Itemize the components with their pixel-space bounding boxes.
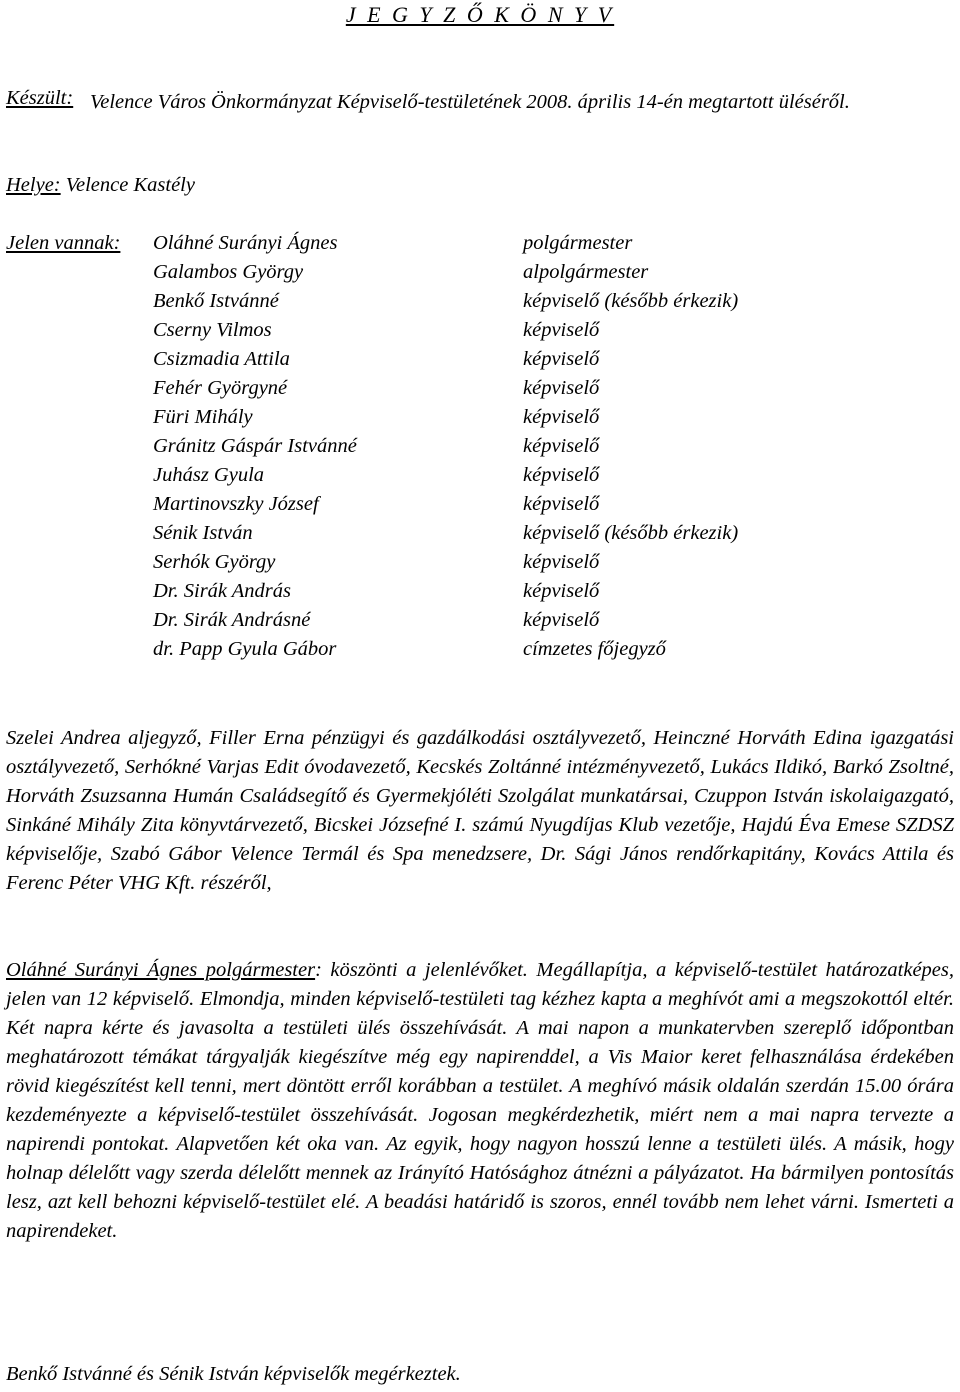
location-label: Helye: [6,174,61,196]
attendee-name: Sénik István [153,522,253,544]
attendee-row [0,261,960,290]
attendee-name: Benkő Istvánné [153,290,279,312]
attendee-row [0,464,960,493]
attendee-row [0,551,960,580]
attendee-row [0,580,960,609]
attendee-row [0,406,960,435]
speaker-name: Oláhné Surányi Ágnes polgármester [6,959,316,981]
attendee-name: Gránitz Gáspár Istvánné [153,435,357,457]
attendee-role: képviselő [523,551,600,573]
location-value: Velence Kastély [65,174,195,196]
attendee-row [0,377,960,406]
attendee-name: Füri Mihály [153,406,253,428]
attendee-name: Fehér Györgyné [153,377,288,399]
attendee-role: képviselő [523,435,600,457]
closing-note: Benkő Istvánné és Sénik István képviselők megérkeztek. [6,1363,461,1385]
attendee-list [0,232,960,667]
guests-paragraph: Szelei Andrea aljegyző, Filler Erna pénzügyi és gazdálkodási osztályvezető, Heinczné Horváth Edina igazgatási osztályvezető, Serhókné Varjas Edit óvodavezető, Kecskés Zoltánné intézményvezető, Lukács Ildikó, Barkó Zsoltné, Horváth Zsuzsanna Humán Családsegítő és Gyermekjóléti Szolgálat munkatársai, Czuppon István iskolaigazgató, Sinkáné Mihály Zita könyvtárvezető, Bicskei Józsefné I. számú Nyugdíjas Klub vezetője, Hajdú Éva Emese SZDSZ képviselője, Szabó Gábor Velence Termál és Spa menedzsere, Dr. Sági János rendőrkapitány, Kovács Attila és Ferenc Péter VHG Kft. részéről, [6,727,954,894]
attendee-role: képviselő [523,348,600,370]
attendee-name: Martinovszky József [153,493,319,515]
attendee-name: Serhók György [153,551,276,573]
attendee-name: Csizmadia Attila [153,348,290,370]
attendee-role: képviselő [523,406,600,428]
attendee-role: címzetes főjegyző [523,638,666,660]
speech-text: köszönti a jelenlévőket. Megállapítja, a képviselő-testület határozatképes, jelen van 12 képviselő. Elmondja, minden képviselő-testületi tag kézhez kapta a meghívót ami a megszokottól eltér. Két napra kérte és javasolta a testületi ülés összehívását. A mai napon a munkatervben szereplő időpontban meghatározott témákat tárgyalják kiegészítve még egy napirenddel, a Vis Maior keret felhasználása érdekében rövid kiegészítést kell tenni, mert döntött erről korábban a testület. A meghívó másik oldalán szerdán 15.00 órára kezdeményezte a képviselő-testület összehívását. Jogosan megkérdezhetik, miért nem a mai napra tervezte a napirendi pontokat. Alapvetően két oka van. Az egyik, hogy nagyon hosszú lenne a testületi ülés. A másik, hogy holnap délelőtt vagy szerda délelőtt mennek az Irányító Hatósághoz átnézni a pályázatot. Ha bármilyen pontosítás lesz, azt kell behozni képviselő-testület elé. A beadási határidő is szoros, ennél tovább nem lehet várni. Ismerteti a napirendeket. [6,959,955,1242]
attendee-name: Cserny Vilmos [153,319,272,341]
attendee-role: képviselő (később érkezik) [523,522,739,544]
attendee-name: Dr. Sirák András [153,580,292,602]
attendee-row [0,522,960,551]
attendee-role: alpolgármester [523,261,649,283]
attendee-name: dr. Papp Gyula Gábor [153,638,337,660]
attendee-role: képviselő [523,377,600,399]
attendee-row [0,348,960,377]
attendee-role: képviselő (később érkezik) [523,290,739,312]
attendees-label: Jelen vannak: [6,232,121,254]
attendee-row [0,290,960,319]
attendee-role: képviselő [523,609,600,631]
attendee-role: képviselő [523,319,600,341]
attendee-name: Dr. Sirák Andrásné [153,609,311,631]
attendee-role: polgármester [523,232,633,254]
attendee-row [0,319,960,348]
keszult-text: Velence Város Önkormányzat Képviselő-testületének 2008. április 14-én megtartott üléséről. [90,91,850,113]
attendee-name: Galambos György [153,261,304,283]
attendee-role: képviselő [523,493,600,515]
attendee-row [0,638,960,667]
attendee-name: Oláhné Surányi Ágnes [153,232,338,254]
keszult-label: Készült: [6,87,74,109]
attendee-name: Juhász Gyula [153,464,265,486]
attendee-row [0,493,960,522]
attendee-row [0,232,960,261]
location-line [6,174,195,197]
attendee-row [0,609,960,638]
attendee-role: képviselő [523,464,600,486]
attendee-row [0,435,960,464]
speech-paragraph: Oláhné Surányi Ágnes polgármester: köszönti a jelenlévőket. Megállapítja, a képviselő-testület határozatképes, jelen van 12 képviselő. Elmondja, minden képviselő-testületi tag kézhez kapta a meghívót ami a megszokottól eltér. Két napra kérte és javasolta a testületi ülés összehívását. A mai napon a munkatervben szereplő időpontban meghatározott témákat tárgyalják kiegészítve még egy napirenddel, a Vis Maior keret felhasználása érdekében rövid kiegészítést kell tenni, mert döntött erről korábban a testület. A meghívó másik oldalán szerdán 15.00 órára kezdeményezte a képviselő-testület összehívását. Jogosan megkérdezhetik, miért nem a mai napra tervezte a napirendi pontokat. Alapvetően két oka van. Az egyik, hogy nagyon hosszú lenne a testületi ülés. A másik, hogy holnap délelőtt vagy szerda délelőtt mennek az Irányító Hatósághoz átnézni a pályázatot. Ha bármilyen pontosítás lesz, azt kell behozni képviselő-testület elé. A beadási határidő is szoros, ennél tovább nem lehet várni. Ismerteti a napirendeket. [6,959,955,1242]
attendee-role: képviselő [523,580,600,602]
document-title: J E G Y Z Ő K Ö N Y V [345,2,615,27]
